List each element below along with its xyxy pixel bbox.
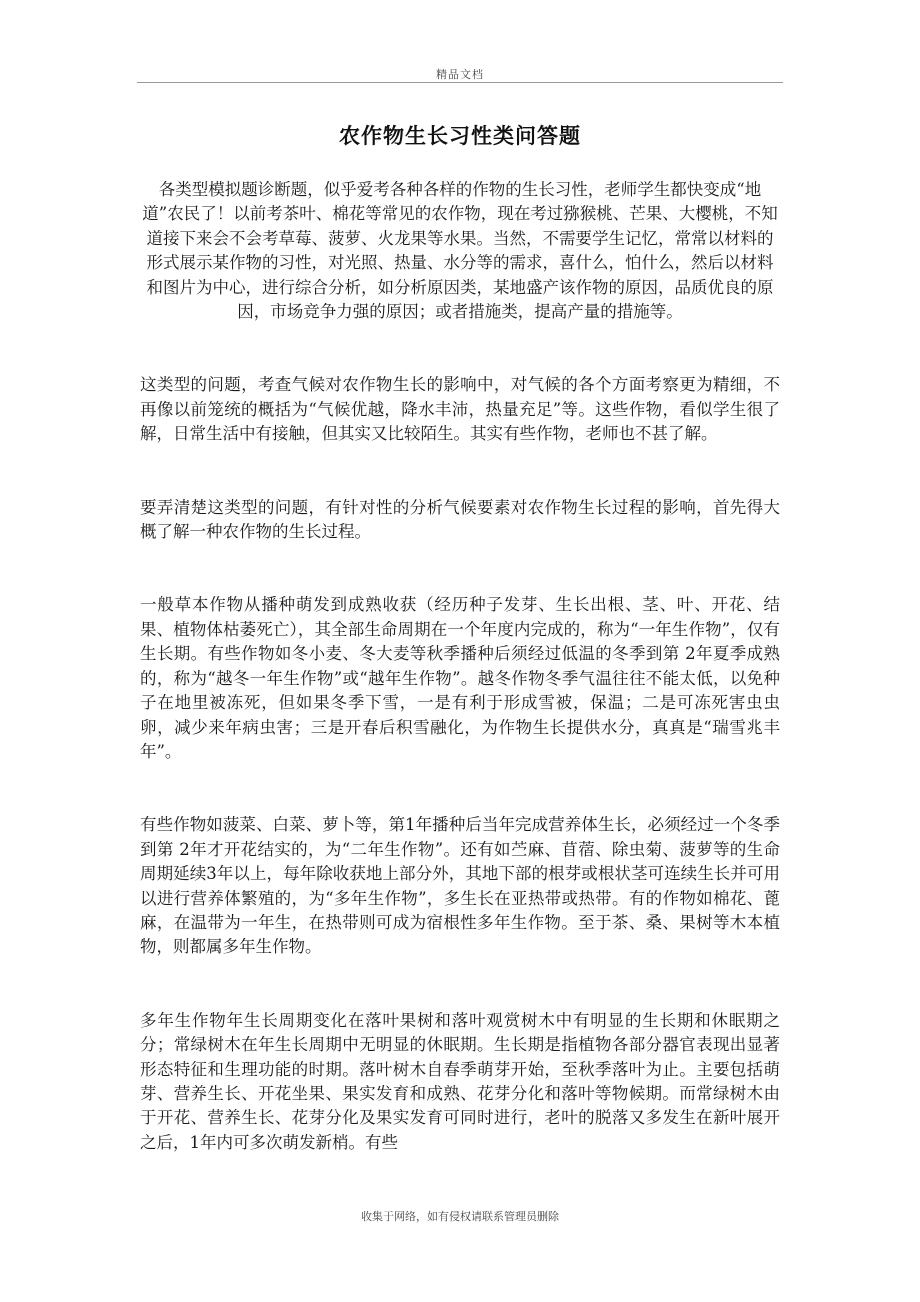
header-divider [137, 82, 783, 83]
document-body [140, 178, 780, 1155]
body-paragraph: 要弄清楚这类型的问题，有针对性的分析气候要素对农作物生长过程的影响，首先得大概了解一种农作物的生长过程。 [140, 497, 780, 542]
body-paragraph: 多年生作物年生长周期变化在落叶果树和落叶观赏树木中有明显的生长期和休眠期之分；常绿树木在年生长周期中无明显的休眠期。生长期是指植物各部分器官表现出显著形态特征和生理功能的时期。落叶树木自春季萌芽开始，至秋季落叶为止。主要包括萌芽、营养生长、开花坐果、果实发育和成熟、花芽分化和落叶等物候期。而常绿树木由于开花、营养生长、花芽分化及果实发育可同时进行，老叶的脱落又多发生在新叶展开之后，1年内可多次萌发新梢。有些 [140, 1010, 780, 1152]
body-paragraph: 这类型的问题，考查气候对农作物生长的影响中，对气候的各个方面考察更为精细，不再像以前笼统的概括为“气候优越，降水丰沛，热量充足”等。这些作物，看似学生很了解，日常生活中有接触，但其实又比较陌生。其实有些作物，老师也不甚了解。 [140, 375, 780, 444]
page-header-label: 精品文档 [436, 68, 484, 81]
intro-paragraph: 各类型模拟题诊断题，似乎爱考各种各样的作物的生长习性，老师学生都快变成“地道”农民了！以前考茶叶、棉花等常见的农作物，现在考过猕猴桃、芒果、大樱桃，不知道接下来会不会考草莓、菠萝、火龙果等水果。当然，不需要学生记忆，常常以材料的形式展示某作物的习性，对光照、热量、水分等的需求，喜什么，怕什么，然后以材料和图片为中心，进行综合分析，如分析原因类，某地盛产该作物的原因，品质优良的原因，市场竞争力强的原因；或者措施类，提高产量的措施等。 [142, 180, 778, 322]
page-footer-label: 收集于网络，如有侵权请联系管理员删除 [361, 1210, 559, 1223]
body-paragraph: 一般草本作物从播种萌发到成熟收获（经历种子发芽、生长出根、茎、叶、开花、结果、植物体枯萎死亡），其全部生命周期在一个年度内完成的，称为“一年生作物”，仅有生长期。有些作物如冬小麦、冬大麦等秋季播种后须经过低温的冬季到第 2年夏季成熟的，称为“越冬一年生作物”或“越年生作物”。越冬作物冬季气温往往不能太低，以免种子在地里被冻死，但如果冬季下雪，一是有利于形成雪被，保温；二是可冻死害虫虫卵，减少来年病虫害；三是开春后积雪融化，为作物生长提供水分，真真是“瑞雪兆丰年”。 [140, 595, 780, 761]
body-paragraph: 有些作物如菠菜、白菜、萝卜等，第1年播种后当年完成营养体生长，必须经过一个冬季到第 2年才开花结实的，为“二年生作物”。还有如苎麻、苜蓿、除虫菊、菠萝等的生命周期延续3年以上，每年除收获地上部分外，其地下部的根芽或根状茎可连续生长并可用以进行营养体繁殖的，为“多年生作物”，多生长在亚热带或热带。有的作物如棉花、蓖麻，在温带为一年生，在热带则可成为宿根性多年生作物。至于茶、桑、果树等木本植物，则都属多年生作物。 [140, 815, 780, 957]
document-title: 农作物生长习性类问答题 [339, 124, 581, 148]
